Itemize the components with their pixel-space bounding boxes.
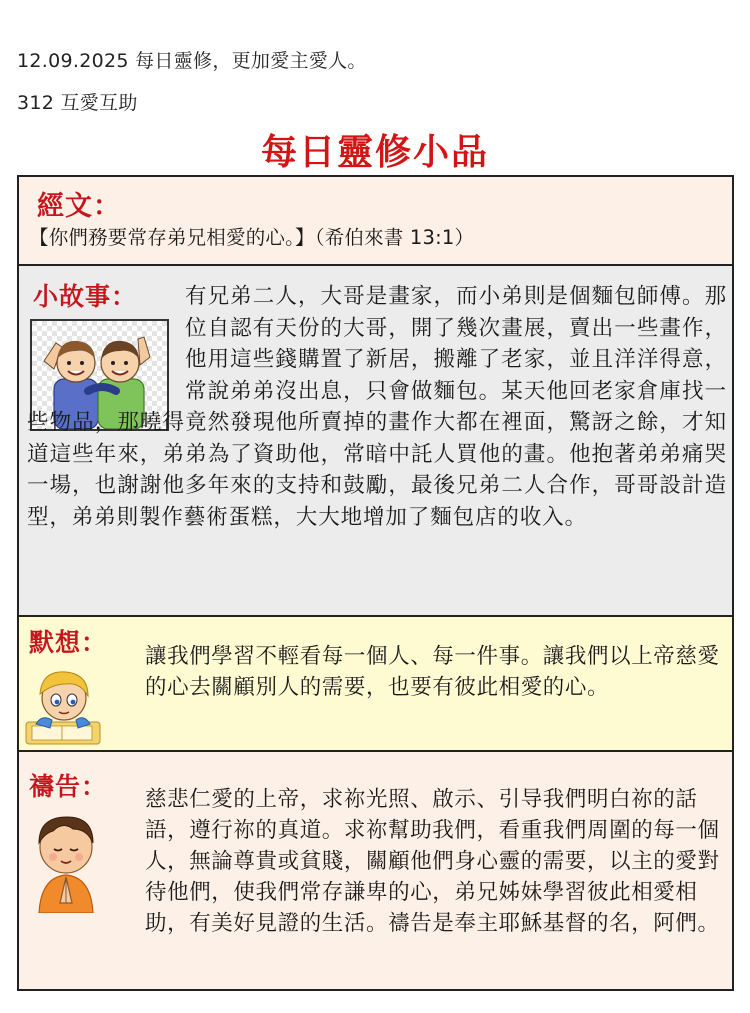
prayer-label: 禱告： — [29, 772, 108, 801]
story-section — [17, 264, 734, 615]
scripture-label: 經文： — [37, 191, 121, 222]
prayer-section — [17, 750, 734, 991]
reading-boy-illustration-icon — [22, 664, 104, 748]
reflection-text: 讓我們學習不輕看每一個人、每一件事。讓我們以上帝慈愛的心去關顧別人的需要，也要有彼此相愛的心。 — [145, 644, 720, 700]
scripture-text: 【你們務要常存弟兄相愛的心。】（希伯來書 13:1） — [29, 226, 475, 249]
reflection-section — [17, 615, 734, 750]
story-text: 有兄弟二人，大哥是畫家，而小弟則是個麵包師傅。那位自認有天份的大哥，開了幾次畫展，賣出一些畫作，他用這些錢購置了新居，搬離了老家，並且洋洋得意，常說弟弟沒出息，只會做麵包。某天他回老家倉庫找一些物品，那曉得竟然發現他所賣掉的畫作大都在裡面，驚訝之餘，才知道這些年來，弟弟為了資助他，常暗中託人買他的畫。他抱著弟弟痛哭一場，也謝謝他多年來的支持和鼓勵，最後兄弟二人合作，哥哥設計造型，弟弟則製作藝術蛋糕，大大地增加了麵包店的收入。 — [27, 284, 727, 530]
page-title: 每日靈修小品 — [260, 132, 489, 173]
story-text-wrap — [27, 281, 727, 533]
scripture-section — [17, 175, 734, 264]
prayer-text: 慈悲仁愛的上帝，求祢光照、啟示、引导我們明白祢的話語，遵行祢的真道。求祢幫助我們，看重我們周圍的每一個人，無論尊貴或貧賤，關顧他們身心靈的需要，以主的愛對待他們，使我們常存謙卑的心，弟兄姊妹學習彼此相愛相助，有美好見證的生活。禱告是奉主耶穌基督的名，阿們。 — [145, 787, 720, 936]
date-line: 12.09.2025 每日靈修，更加愛主愛人。 — [17, 50, 367, 72]
devotion-number-line: 312 互愛互助 — [17, 92, 138, 114]
praying-boy-illustration-icon — [23, 807, 109, 913]
reflection-label: 默想： — [29, 628, 108, 657]
story-label: 小故事： — [33, 282, 138, 311]
